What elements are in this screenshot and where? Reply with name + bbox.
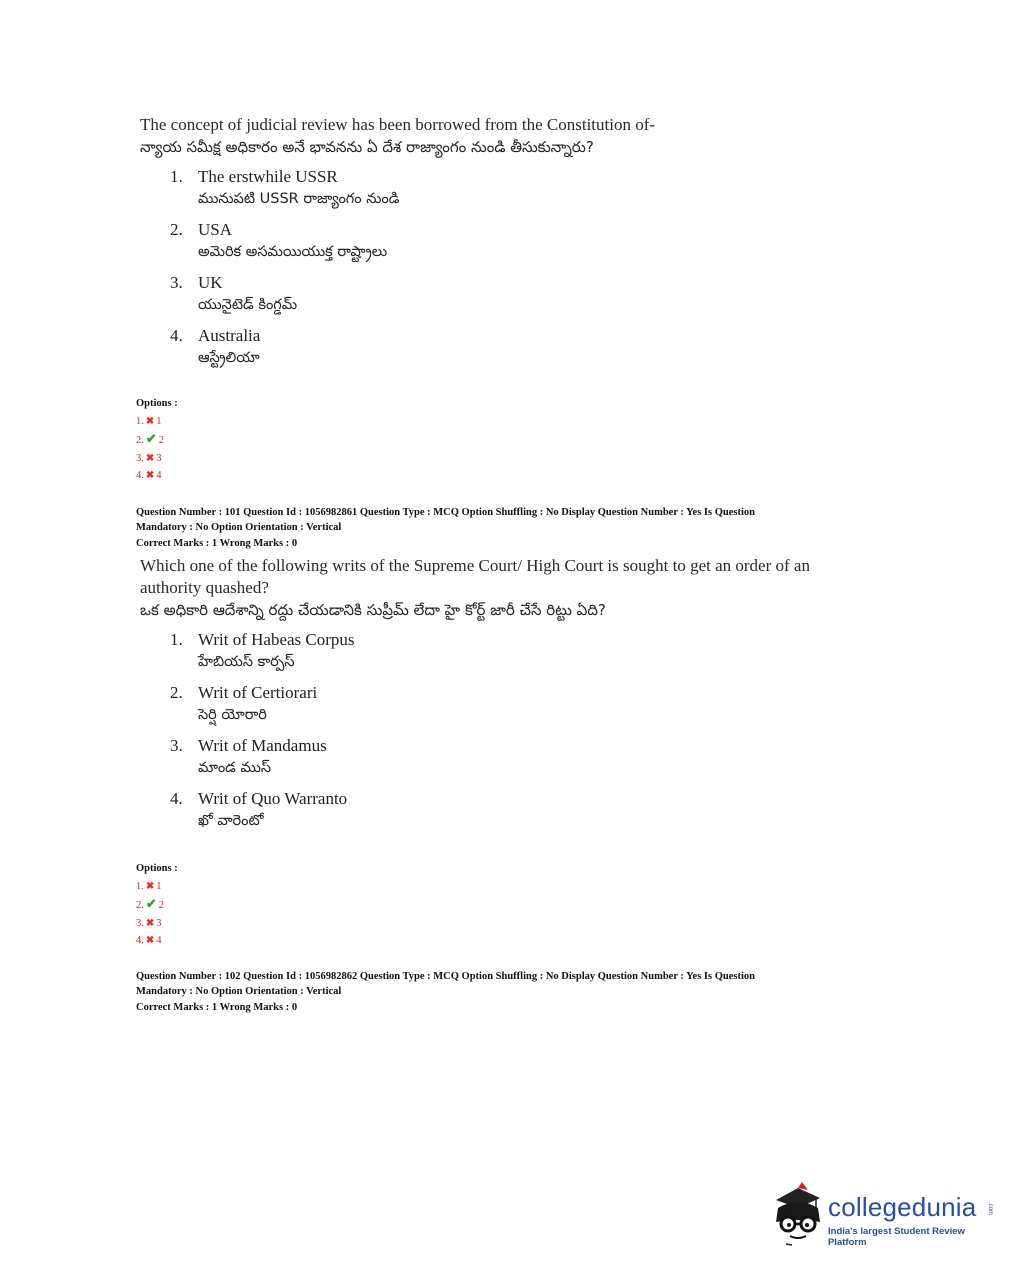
option-text-te: హేబియస్ కార్పస్ (198, 654, 295, 670)
question-100 (140, 114, 880, 378)
result-row-3: 3. ✖ 3 (136, 452, 162, 464)
result-row-1: 1. ✖ 1 (136, 415, 162, 427)
wrong-icon: ✖ (145, 415, 155, 427)
wrong-icon: ✖ (145, 935, 155, 946)
option-number: 3. (170, 273, 183, 292)
result-row-3: 3. ✖ 3 (136, 917, 162, 929)
option-text-te: ఖో వారెంటో (198, 813, 264, 829)
option-text-te: ఆస్ట్రేలియా (198, 350, 260, 366)
option-4 (170, 325, 880, 369)
question-text-te: న్యాయ సమీక్ష అధికారం అనే భావనను ఏ దేశ రాజ్యాంగం నుండి తీసుకున్నారు? (140, 138, 594, 156)
option-number: 3. (170, 736, 183, 755)
option-number: 1. (170, 167, 183, 186)
option-3 (170, 272, 880, 316)
option-1 (170, 629, 855, 673)
option-number: 4. (170, 326, 183, 345)
option-text-te: యునైటెడ్ కింగ్డమ్ (198, 297, 298, 313)
wrong-icon: ✖ (145, 470, 155, 481)
option-text-en: Australia (198, 326, 261, 345)
meta-line: Correct Marks : 1 Wrong Marks : 0 (136, 1002, 298, 1013)
option-number: 1. (170, 630, 183, 649)
question-text-en: Which one of the following writs of the Supreme Court/ High Court is sought to get an order of an authority quashed? (140, 556, 810, 597)
mascot-icon (768, 1178, 826, 1248)
logo-tagline: India's largest Student Review Platform (828, 1226, 965, 1248)
logo-name: collegedunia (828, 1192, 977, 1222)
wrong-icon: ✖ (145, 917, 155, 929)
meta-line: Correct Marks : 1 Wrong Marks : 0 (136, 538, 298, 549)
wrong-icon: ✖ (145, 880, 155, 892)
question-text-te: ఒక అధికారి ఆదేశాన్ని రద్దు చేయడానికి సుప్రీమ్ లేదా హై కోర్ట్ జారీ చేసే రిట్టు ఏది? (140, 601, 606, 619)
meta-line: Question Number : 101 Question Id : 1056982861 Question Type : MCQ Option Shuffling : No Display Question Number : Yes Is Question (136, 507, 755, 518)
check-icon: ✔ (145, 896, 157, 911)
collegedunia-logo[interactable] (768, 1178, 998, 1248)
option-text-en: The erstwhile USSR (198, 167, 338, 186)
option-text-en: Writ of Quo Warranto (198, 789, 348, 808)
answer-options-101 (136, 860, 178, 950)
option-text-te: అమెరిక అసమయియుక్త రాష్ట్రాలు (198, 244, 388, 260)
option-1 (170, 166, 880, 210)
check-icon: ✔ (145, 431, 157, 446)
option-text-te: మునుపటి USSR రాజ్యాంగం నుండి (198, 191, 400, 207)
question-101 (140, 555, 855, 841)
question-text-en: The concept of judicial review has been borrowed from the Constitution of- (140, 115, 656, 134)
result-row-4: 4. ✖ 4 (136, 470, 162, 481)
meta-line: Mandatory : No Option Orientation : Vertical (136, 521, 342, 533)
option-list (170, 166, 880, 369)
answer-options-100 (136, 395, 178, 485)
option-3 (170, 735, 855, 779)
option-text-en: Writ of Habeas Corpus (198, 630, 355, 649)
option-4 (170, 788, 855, 832)
option-number: 2. (170, 683, 183, 702)
option-text-te: సెర్షి యోరారి (198, 707, 267, 723)
option-2 (170, 219, 880, 263)
question-meta-101 (136, 506, 856, 552)
meta-line: Mandatory : No Option Orientation : Vertical (136, 985, 342, 997)
result-row-4: 4. ✖ 4 (136, 935, 162, 946)
result-row-2: 2. ✔ 2 (136, 431, 165, 446)
result-row-1: 1. ✖ 1 (136, 880, 162, 892)
option-2 (170, 682, 855, 726)
option-text-en: UK (198, 273, 223, 292)
option-text-te: మాండ ముస్ (198, 760, 272, 776)
wrong-icon: ✖ (145, 452, 155, 464)
option-text-en: Writ of Mandamus (198, 736, 327, 755)
option-number: 4. (170, 789, 183, 808)
logo-com: .com (987, 1202, 993, 1216)
option-list (170, 629, 855, 832)
question-meta-102 (136, 970, 856, 1016)
option-text-en: Writ of Certiorari (198, 683, 318, 702)
options-label: Options : (136, 398, 178, 409)
options-label: Options : (136, 863, 178, 874)
meta-line: Question Number : 102 Question Id : 1056982862 Question Type : MCQ Option Shuffling : No Display Question Number : Yes Is Question (136, 971, 755, 982)
option-text-en: USA (198, 220, 233, 239)
option-number: 2. (170, 220, 183, 239)
result-row-2: 2. ✔ 2 (136, 896, 165, 911)
